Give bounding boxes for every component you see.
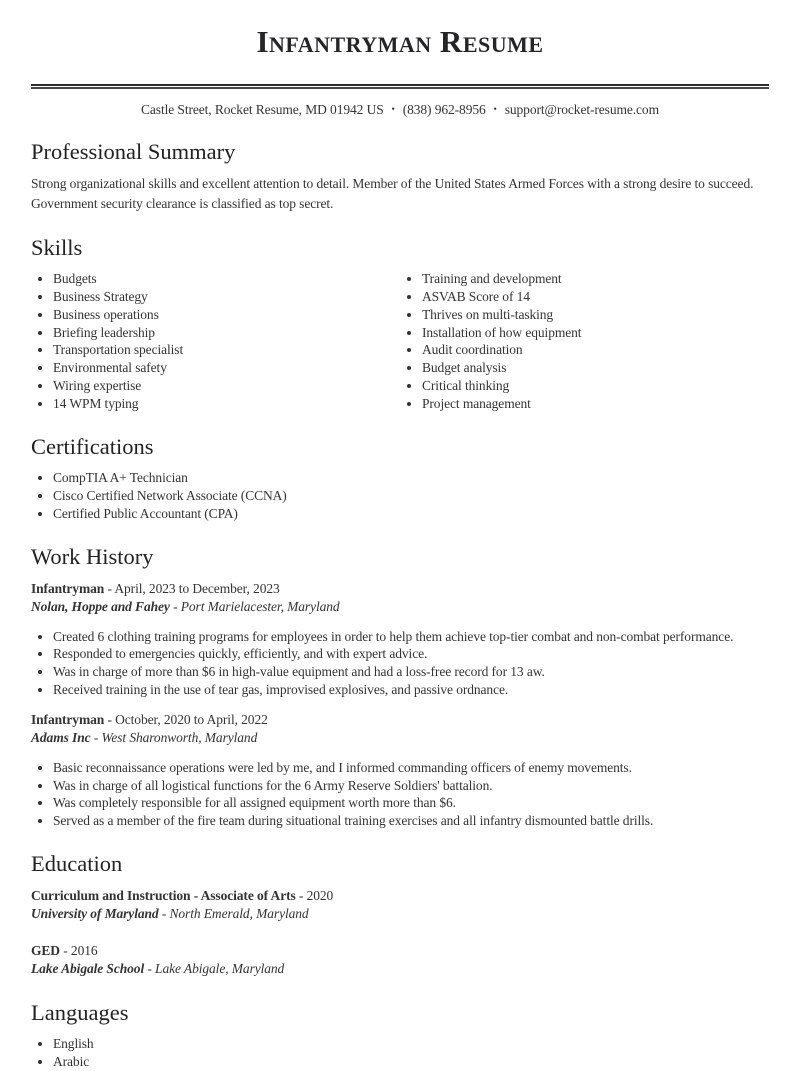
- education-entry: [31, 887, 769, 924]
- work-history-heading: Work History: [31, 543, 154, 569]
- skills-list-right: [400, 270, 769, 412]
- job-dates: - October, 2020 to April, 2022: [104, 711, 268, 727]
- list-item: • Briefing leadership: [53, 324, 400, 342]
- professional-summary-heading: Professional Summary: [31, 138, 236, 164]
- section-certifications: [31, 435, 769, 523]
- list-item: • Certified Public Accountant (CPA): [53, 505, 769, 523]
- education-degree: GED: [31, 942, 60, 958]
- list-item: • Critical thinking: [422, 377, 769, 395]
- education-location: - North Emerald, Maryland: [158, 906, 309, 922]
- list-item: • Project management: [422, 395, 769, 413]
- list-item: • Budgets: [53, 270, 400, 288]
- list-item: • Created 6 clothing training programs for employees in order to help them achieve top-tier combat and non-combat performance.: [53, 628, 769, 646]
- job-title-line: [31, 580, 769, 599]
- education-year: - 2016: [59, 942, 98, 958]
- list-item: • Served as a member of the fire team during situational training exercises and all infantry dismounted battle drills.: [53, 812, 769, 830]
- job-company: Adams Inc: [31, 730, 91, 746]
- education-heading: Education: [31, 850, 123, 876]
- education-school: Lake Abigale School: [31, 961, 145, 977]
- certifications-list: [31, 469, 769, 522]
- education-school: University of Maryland: [31, 906, 159, 922]
- list-item: • Business operations: [53, 306, 400, 324]
- job-location: - West Sharonworth, Maryland: [90, 730, 258, 746]
- list-item: • English: [53, 1035, 769, 1053]
- section-education: [31, 852, 769, 979]
- list-item: • Environmental safety: [53, 359, 400, 377]
- list-item: • Responded to emergencies quickly, efficiently, and with expert advice.: [53, 645, 769, 663]
- work-history-jobs: [31, 580, 769, 830]
- list-item: • Wiring expertise: [53, 377, 400, 395]
- list-item: • Business Strategy: [53, 288, 400, 306]
- education-year: - 2020: [295, 887, 334, 903]
- list-item: • Installation of how equipment: [422, 324, 769, 342]
- languages-heading: Languages: [31, 999, 129, 1025]
- list-item: • Was in charge of all logistical functions for the 6 Army Reserve Soldiers' battalion.: [53, 777, 769, 795]
- education-entry: [31, 942, 769, 979]
- list-item: • Cisco Certified Network Associate (CCNA): [53, 487, 769, 505]
- list-item: • Received training in the use of tear gas, improvised explosives, and passive ordnance.: [53, 681, 769, 699]
- dot-separator: •: [493, 103, 497, 114]
- skills-list-left: [31, 270, 400, 412]
- list-item: • 14 WPM typing: [53, 395, 400, 413]
- list-item: • Transportation specialist: [53, 341, 400, 359]
- contact-phone: (838) 962-8956: [402, 101, 486, 117]
- list-item: • Thrives on multi-tasking: [422, 306, 769, 324]
- list-item: • Audit coordination: [422, 341, 769, 359]
- header-divider-rule: [31, 84, 769, 89]
- job-bullets-list: [31, 628, 769, 699]
- contact-email: support@rocket-resume.com: [504, 101, 659, 117]
- job-bullets-list: [31, 759, 769, 830]
- job-entry: [31, 711, 769, 830]
- education-location: - Lake Abigale, Maryland: [144, 961, 285, 977]
- list-item: • Budget analysis: [422, 359, 769, 377]
- resume-page: [0, 24, 800, 1071]
- section-languages: [31, 1001, 769, 1071]
- education-degree-line: [31, 942, 769, 961]
- job-dates: - April, 2023 to December, 2023: [104, 580, 280, 596]
- job-title-line: [31, 711, 769, 730]
- list-item: • ASVAB Score of 14: [422, 288, 769, 306]
- skills-columns: [31, 270, 769, 412]
- list-item: • Was completely responsible for all assigned equipment worth more than $6.: [53, 794, 769, 812]
- list-item: • CompTIA A+ Technician: [53, 469, 769, 487]
- education-entries: [31, 887, 769, 979]
- contact-address: Castle Street, Rocket Resume, MD 01942 US: [141, 101, 384, 117]
- section-skills: [31, 236, 769, 413]
- dot-separator: •: [391, 103, 395, 114]
- education-school-line: [31, 905, 769, 924]
- skills-heading: Skills: [31, 234, 83, 260]
- list-item: • Basic reconnaissance operations were led by me, and I informed commanding officers of enemy movements.: [53, 759, 769, 777]
- languages-list: [31, 1035, 769, 1071]
- certifications-heading: Certifications: [31, 433, 154, 459]
- education-school-line: [31, 960, 769, 979]
- job-location: - Port Marielacester, Maryland: [169, 599, 340, 615]
- professional-summary-text: Strong organizational skills and excellent attention to detail. Member of the United States Armed Forces with a strong desire to succeed. Government security clearance is classified as top secret.: [31, 176, 754, 211]
- job-company-line: [31, 729, 769, 748]
- resume-title: Infantryman Resume: [256, 24, 544, 59]
- education-degree-line: [31, 887, 769, 906]
- list-item: • Arabic: [53, 1053, 769, 1071]
- section-professional-summary: [31, 140, 769, 214]
- job-entry: [31, 580, 769, 699]
- list-item: • Was in charge of more than $6 in high-value equipment and had a loss-free record for 13 aw.: [53, 663, 769, 681]
- job-company: Nolan, Hoppe and Fahey: [31, 599, 170, 615]
- contact-line: [31, 102, 769, 118]
- job-company-line: [31, 598, 769, 617]
- job-title: Infantryman: [31, 580, 105, 596]
- education-degree: Curriculum and Instruction - Associate of Arts: [31, 887, 296, 903]
- job-title: Infantryman: [31, 711, 105, 727]
- section-work-history: [31, 545, 769, 830]
- list-item: • Training and development: [422, 270, 769, 288]
